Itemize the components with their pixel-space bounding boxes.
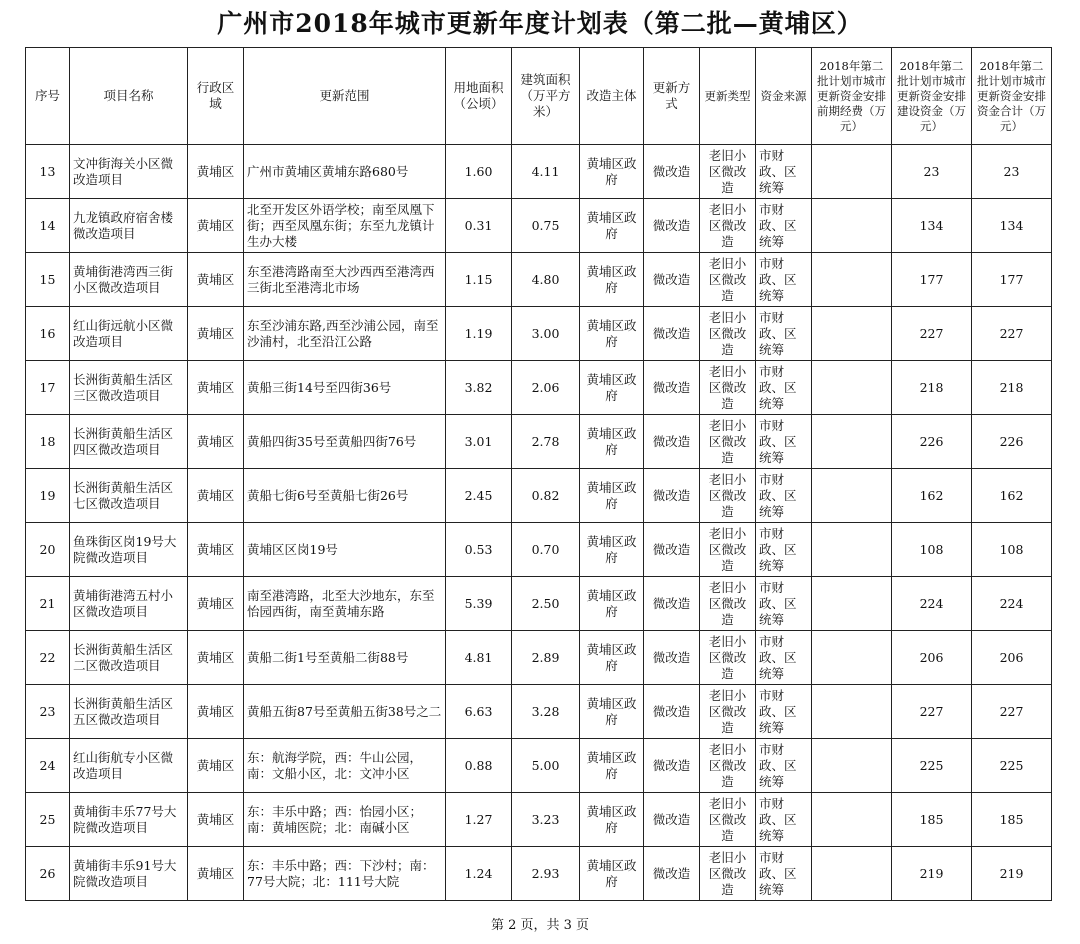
- cell-method: 微改造: [644, 739, 700, 793]
- cell-scope: 东：丰乐中路；西：下沙村；南：77号大院；北：111号大院: [244, 847, 446, 901]
- cell-construction: 177: [892, 253, 972, 307]
- cell-funding: 市财政、区统筹: [756, 793, 812, 847]
- cell-no: 22: [26, 631, 70, 685]
- cell-prelim-fee: [812, 307, 892, 361]
- cell-name: 黄埔街港湾五村小区微改造项目: [70, 577, 188, 631]
- cell-total: 206: [972, 631, 1052, 685]
- cell-name: 长洲街黄船生活区三区微改造项目: [70, 361, 188, 415]
- cell-type: 老旧小区微改造: [700, 739, 756, 793]
- cell-construction: 227: [892, 307, 972, 361]
- cell-construction: 185: [892, 793, 972, 847]
- cell-entity: 黄埔区政府: [580, 145, 644, 199]
- cell-land-area: 3.01: [446, 415, 512, 469]
- cell-building-area: 3.23: [512, 793, 580, 847]
- cell-method: 微改造: [644, 199, 700, 253]
- cell-construction: 226: [892, 415, 972, 469]
- cell-entity: 黄埔区政府: [580, 577, 644, 631]
- cell-entity: 黄埔区政府: [580, 793, 644, 847]
- cell-building-area: 2.06: [512, 361, 580, 415]
- cell-scope: 黄埔区区岗19号: [244, 523, 446, 577]
- cell-type: 老旧小区微改造: [700, 307, 756, 361]
- cell-scope: 黄船四街35号至黄船四街76号: [244, 415, 446, 469]
- cell-district: 黄埔区: [188, 307, 244, 361]
- header-entity: 改造主体: [580, 48, 644, 145]
- cell-funding: 市财政、区统筹: [756, 415, 812, 469]
- cell-entity: 黄埔区政府: [580, 469, 644, 523]
- table-row: [26, 253, 1052, 307]
- page-title: 广州市2018年城市更新年度计划表（第二批—黄埔区）: [217, 9, 863, 38]
- cell-land-area: 1.15: [446, 253, 512, 307]
- cell-building-area: 2.50: [512, 577, 580, 631]
- table-row: [26, 685, 1052, 739]
- cell-prelim-fee: [812, 469, 892, 523]
- cell-prelim-fee: [812, 199, 892, 253]
- header-prelim-fee: 2018年第二批计划市城市更新资金安排前期经费（万元）: [812, 48, 892, 145]
- cell-building-area: 2.93: [512, 847, 580, 901]
- cell-construction: 227: [892, 685, 972, 739]
- cell-land-area: 6.63: [446, 685, 512, 739]
- cell-type: 老旧小区微改造: [700, 145, 756, 199]
- cell-no: 15: [26, 253, 70, 307]
- header-method: 更新方式: [644, 48, 700, 145]
- cell-land-area: 0.31: [446, 199, 512, 253]
- cell-total: 134: [972, 199, 1052, 253]
- cell-district: 黄埔区: [188, 577, 244, 631]
- cell-building-area: 0.75: [512, 199, 580, 253]
- cell-entity: 黄埔区政府: [580, 631, 644, 685]
- cell-land-area: 0.53: [446, 523, 512, 577]
- cell-prelim-fee: [812, 145, 892, 199]
- cell-name: 红山街航专小区微改造项目: [70, 739, 188, 793]
- cell-building-area: 0.70: [512, 523, 580, 577]
- cell-prelim-fee: [812, 739, 892, 793]
- header-no: 序号: [26, 48, 70, 145]
- table-row: [26, 847, 1052, 901]
- cell-land-area: 1.19: [446, 307, 512, 361]
- cell-district: 黄埔区: [188, 523, 244, 577]
- table-row: [26, 577, 1052, 631]
- table-row: [26, 793, 1052, 847]
- cell-scope: 黄船五街87号至黄船五街38号之二: [244, 685, 446, 739]
- cell-no: 16: [26, 307, 70, 361]
- cell-method: 微改造: [644, 253, 700, 307]
- cell-funding: 市财政、区统筹: [756, 577, 812, 631]
- cell-no: 23: [26, 685, 70, 739]
- cell-funding: 市财政、区统筹: [756, 361, 812, 415]
- cell-total: 226: [972, 415, 1052, 469]
- table-header-row: [26, 48, 1052, 145]
- cell-scope: 东：丰乐中路；西：怡园小区；南：黄埔医院；北：南碱小区: [244, 793, 446, 847]
- cell-name: 红山街远航小区微改造项目: [70, 307, 188, 361]
- cell-district: 黄埔区: [188, 469, 244, 523]
- cell-district: 黄埔区: [188, 253, 244, 307]
- cell-prelim-fee: [812, 415, 892, 469]
- cell-name: 黄埔街丰乐77号大院微改造项目: [70, 793, 188, 847]
- cell-funding: 市财政、区统筹: [756, 307, 812, 361]
- cell-entity: 黄埔区政府: [580, 847, 644, 901]
- cell-construction: 134: [892, 199, 972, 253]
- table-row: [26, 523, 1052, 577]
- cell-entity: 黄埔区政府: [580, 361, 644, 415]
- cell-construction: 162: [892, 469, 972, 523]
- cell-scope: 东：航海学院，西：牛山公园，南：文船小区，北：文冲小区: [244, 739, 446, 793]
- cell-construction: 219: [892, 847, 972, 901]
- cell-construction: 218: [892, 361, 972, 415]
- cell-building-area: 5.00: [512, 739, 580, 793]
- cell-land-area: 4.81: [446, 631, 512, 685]
- cell-no: 19: [26, 469, 70, 523]
- page-footer: 第 2 页，共 3 页: [490, 918, 590, 933]
- cell-prelim-fee: [812, 577, 892, 631]
- cell-method: 微改造: [644, 577, 700, 631]
- cell-funding: 市财政、区统筹: [756, 523, 812, 577]
- header-scope: 更新范围: [244, 48, 446, 145]
- cell-district: 黄埔区: [188, 631, 244, 685]
- cell-total: 23: [972, 145, 1052, 199]
- cell-type: 老旧小区微改造: [700, 469, 756, 523]
- cell-type: 老旧小区微改造: [700, 793, 756, 847]
- cell-prelim-fee: [812, 631, 892, 685]
- cell-no: 17: [26, 361, 70, 415]
- cell-land-area: 1.60: [446, 145, 512, 199]
- cell-district: 黄埔区: [188, 199, 244, 253]
- table-row: [26, 631, 1052, 685]
- table-row: [26, 145, 1052, 199]
- cell-district: 黄埔区: [188, 145, 244, 199]
- cell-scope: 东至港湾路南至大沙西西至港湾西三街北至港湾北市场: [244, 253, 446, 307]
- cell-no: 20: [26, 523, 70, 577]
- cell-prelim-fee: [812, 847, 892, 901]
- cell-land-area: 1.24: [446, 847, 512, 901]
- cell-total: 108: [972, 523, 1052, 577]
- cell-entity: 黄埔区政府: [580, 523, 644, 577]
- header-funding: 资金来源: [756, 48, 812, 145]
- cell-land-area: 3.82: [446, 361, 512, 415]
- cell-construction: 108: [892, 523, 972, 577]
- cell-name: 长洲街黄船生活区七区微改造项目: [70, 469, 188, 523]
- cell-type: 老旧小区微改造: [700, 415, 756, 469]
- cell-total: 225: [972, 739, 1052, 793]
- renewal-plan-table: [25, 47, 1052, 901]
- cell-district: 黄埔区: [188, 847, 244, 901]
- cell-prelim-fee: [812, 253, 892, 307]
- cell-construction: 225: [892, 739, 972, 793]
- cell-district: 黄埔区: [188, 739, 244, 793]
- cell-no: 14: [26, 199, 70, 253]
- cell-method: 微改造: [644, 307, 700, 361]
- cell-no: 18: [26, 415, 70, 469]
- cell-building-area: 4.80: [512, 253, 580, 307]
- cell-method: 微改造: [644, 523, 700, 577]
- cell-name: 黄埔街港湾西三街小区微改造项目: [70, 253, 188, 307]
- cell-entity: 黄埔区政府: [580, 307, 644, 361]
- cell-funding: 市财政、区统筹: [756, 145, 812, 199]
- cell-building-area: 2.78: [512, 415, 580, 469]
- cell-type: 老旧小区微改造: [700, 361, 756, 415]
- cell-type: 老旧小区微改造: [700, 577, 756, 631]
- cell-prelim-fee: [812, 793, 892, 847]
- cell-type: 老旧小区微改造: [700, 685, 756, 739]
- cell-district: 黄埔区: [188, 415, 244, 469]
- cell-type: 老旧小区微改造: [700, 253, 756, 307]
- table-row: [26, 361, 1052, 415]
- cell-method: 微改造: [644, 145, 700, 199]
- cell-construction: 224: [892, 577, 972, 631]
- cell-prelim-fee: [812, 685, 892, 739]
- cell-method: 微改造: [644, 415, 700, 469]
- cell-name: 鱼珠街区岗19号大院微改造项目: [70, 523, 188, 577]
- cell-total: 219: [972, 847, 1052, 901]
- cell-funding: 市财政、区统筹: [756, 685, 812, 739]
- cell-name: 长洲街黄船生活区五区微改造项目: [70, 685, 188, 739]
- cell-no: 26: [26, 847, 70, 901]
- cell-total: 218: [972, 361, 1052, 415]
- cell-method: 微改造: [644, 685, 700, 739]
- table-row: [26, 739, 1052, 793]
- header-construction: 2018年第二批计划市城市更新资金安排建设资金（万元）: [892, 48, 972, 145]
- cell-method: 微改造: [644, 469, 700, 523]
- cell-scope: 黄船二街1号至黄船二街88号: [244, 631, 446, 685]
- cell-funding: 市财政、区统筹: [756, 199, 812, 253]
- cell-no: 24: [26, 739, 70, 793]
- table-row: [26, 307, 1052, 361]
- cell-name: 长洲街黄船生活区二区微改造项目: [70, 631, 188, 685]
- cell-no: 21: [26, 577, 70, 631]
- cell-scope: 黄船三街14号至四街36号: [244, 361, 446, 415]
- cell-funding: 市财政、区统筹: [756, 847, 812, 901]
- cell-entity: 黄埔区政府: [580, 199, 644, 253]
- header-district: 行政区域: [188, 48, 244, 145]
- header-name: 项目名称: [70, 48, 188, 145]
- cell-funding: 市财政、区统筹: [756, 253, 812, 307]
- cell-building-area: 4.11: [512, 145, 580, 199]
- header-building-area: 建筑面积（万平方米）: [512, 48, 580, 145]
- cell-type: 老旧小区微改造: [700, 631, 756, 685]
- cell-entity: 黄埔区政府: [580, 739, 644, 793]
- cell-funding: 市财政、区统筹: [756, 631, 812, 685]
- cell-funding: 市财政、区统筹: [756, 739, 812, 793]
- cell-no: 13: [26, 145, 70, 199]
- cell-scope: 东至沙浦东路,西至沙浦公园，南至沙浦村，北至沿江公路: [244, 307, 446, 361]
- header-type: 更新类型: [700, 48, 756, 145]
- cell-district: 黄埔区: [188, 685, 244, 739]
- cell-name: 九龙镇政府宿舍楼微改造项目: [70, 199, 188, 253]
- cell-funding: 市财政、区统筹: [756, 469, 812, 523]
- cell-land-area: 0.88: [446, 739, 512, 793]
- cell-total: 227: [972, 685, 1052, 739]
- cell-total: 224: [972, 577, 1052, 631]
- cell-building-area: 3.28: [512, 685, 580, 739]
- cell-building-area: 2.89: [512, 631, 580, 685]
- cell-land-area: 2.45: [446, 469, 512, 523]
- cell-total: 185: [972, 793, 1052, 847]
- table-row: [26, 469, 1052, 523]
- cell-land-area: 1.27: [446, 793, 512, 847]
- cell-method: 微改造: [644, 361, 700, 415]
- header-total: 2018年第二批计划市城市更新资金安排资金合计（万元）: [972, 48, 1052, 145]
- cell-scope: 北至开发区外语学校；南至凤凰下街；西至凤凰东街；东至九龙镇计生办大楼: [244, 199, 446, 253]
- cell-scope: 广州市黄埔区黄埔东路680号: [244, 145, 446, 199]
- cell-district: 黄埔区: [188, 793, 244, 847]
- table-row: [26, 199, 1052, 253]
- cell-prelim-fee: [812, 523, 892, 577]
- cell-total: 177: [972, 253, 1052, 307]
- table-row: [26, 415, 1052, 469]
- cell-total: 162: [972, 469, 1052, 523]
- cell-total: 227: [972, 307, 1052, 361]
- cell-name: 长洲街黄船生活区四区微改造项目: [70, 415, 188, 469]
- cell-scope: 黄船七街6号至黄船七街26号: [244, 469, 446, 523]
- cell-land-area: 5.39: [446, 577, 512, 631]
- cell-district: 黄埔区: [188, 361, 244, 415]
- cell-method: 微改造: [644, 631, 700, 685]
- cell-method: 微改造: [644, 793, 700, 847]
- cell-type: 老旧小区微改造: [700, 199, 756, 253]
- cell-entity: 黄埔区政府: [580, 415, 644, 469]
- cell-type: 老旧小区微改造: [700, 523, 756, 577]
- cell-entity: 黄埔区政府: [580, 253, 644, 307]
- cell-no: 25: [26, 793, 70, 847]
- cell-type: 老旧小区微改造: [700, 847, 756, 901]
- cell-construction: 23: [892, 145, 972, 199]
- cell-name: 文冲街海关小区微改造项目: [70, 145, 188, 199]
- cell-scope: 南至港湾路，北至大沙地东，东至怡园西街，南至黄埔东路: [244, 577, 446, 631]
- cell-building-area: 3.00: [512, 307, 580, 361]
- cell-prelim-fee: [812, 361, 892, 415]
- header-land-area: 用地面积（公顷）: [446, 48, 512, 145]
- cell-entity: 黄埔区政府: [580, 685, 644, 739]
- cell-name: 黄埔街丰乐91号大院微改造项目: [70, 847, 188, 901]
- cell-method: 微改造: [644, 847, 700, 901]
- cell-building-area: 0.82: [512, 469, 580, 523]
- cell-construction: 206: [892, 631, 972, 685]
